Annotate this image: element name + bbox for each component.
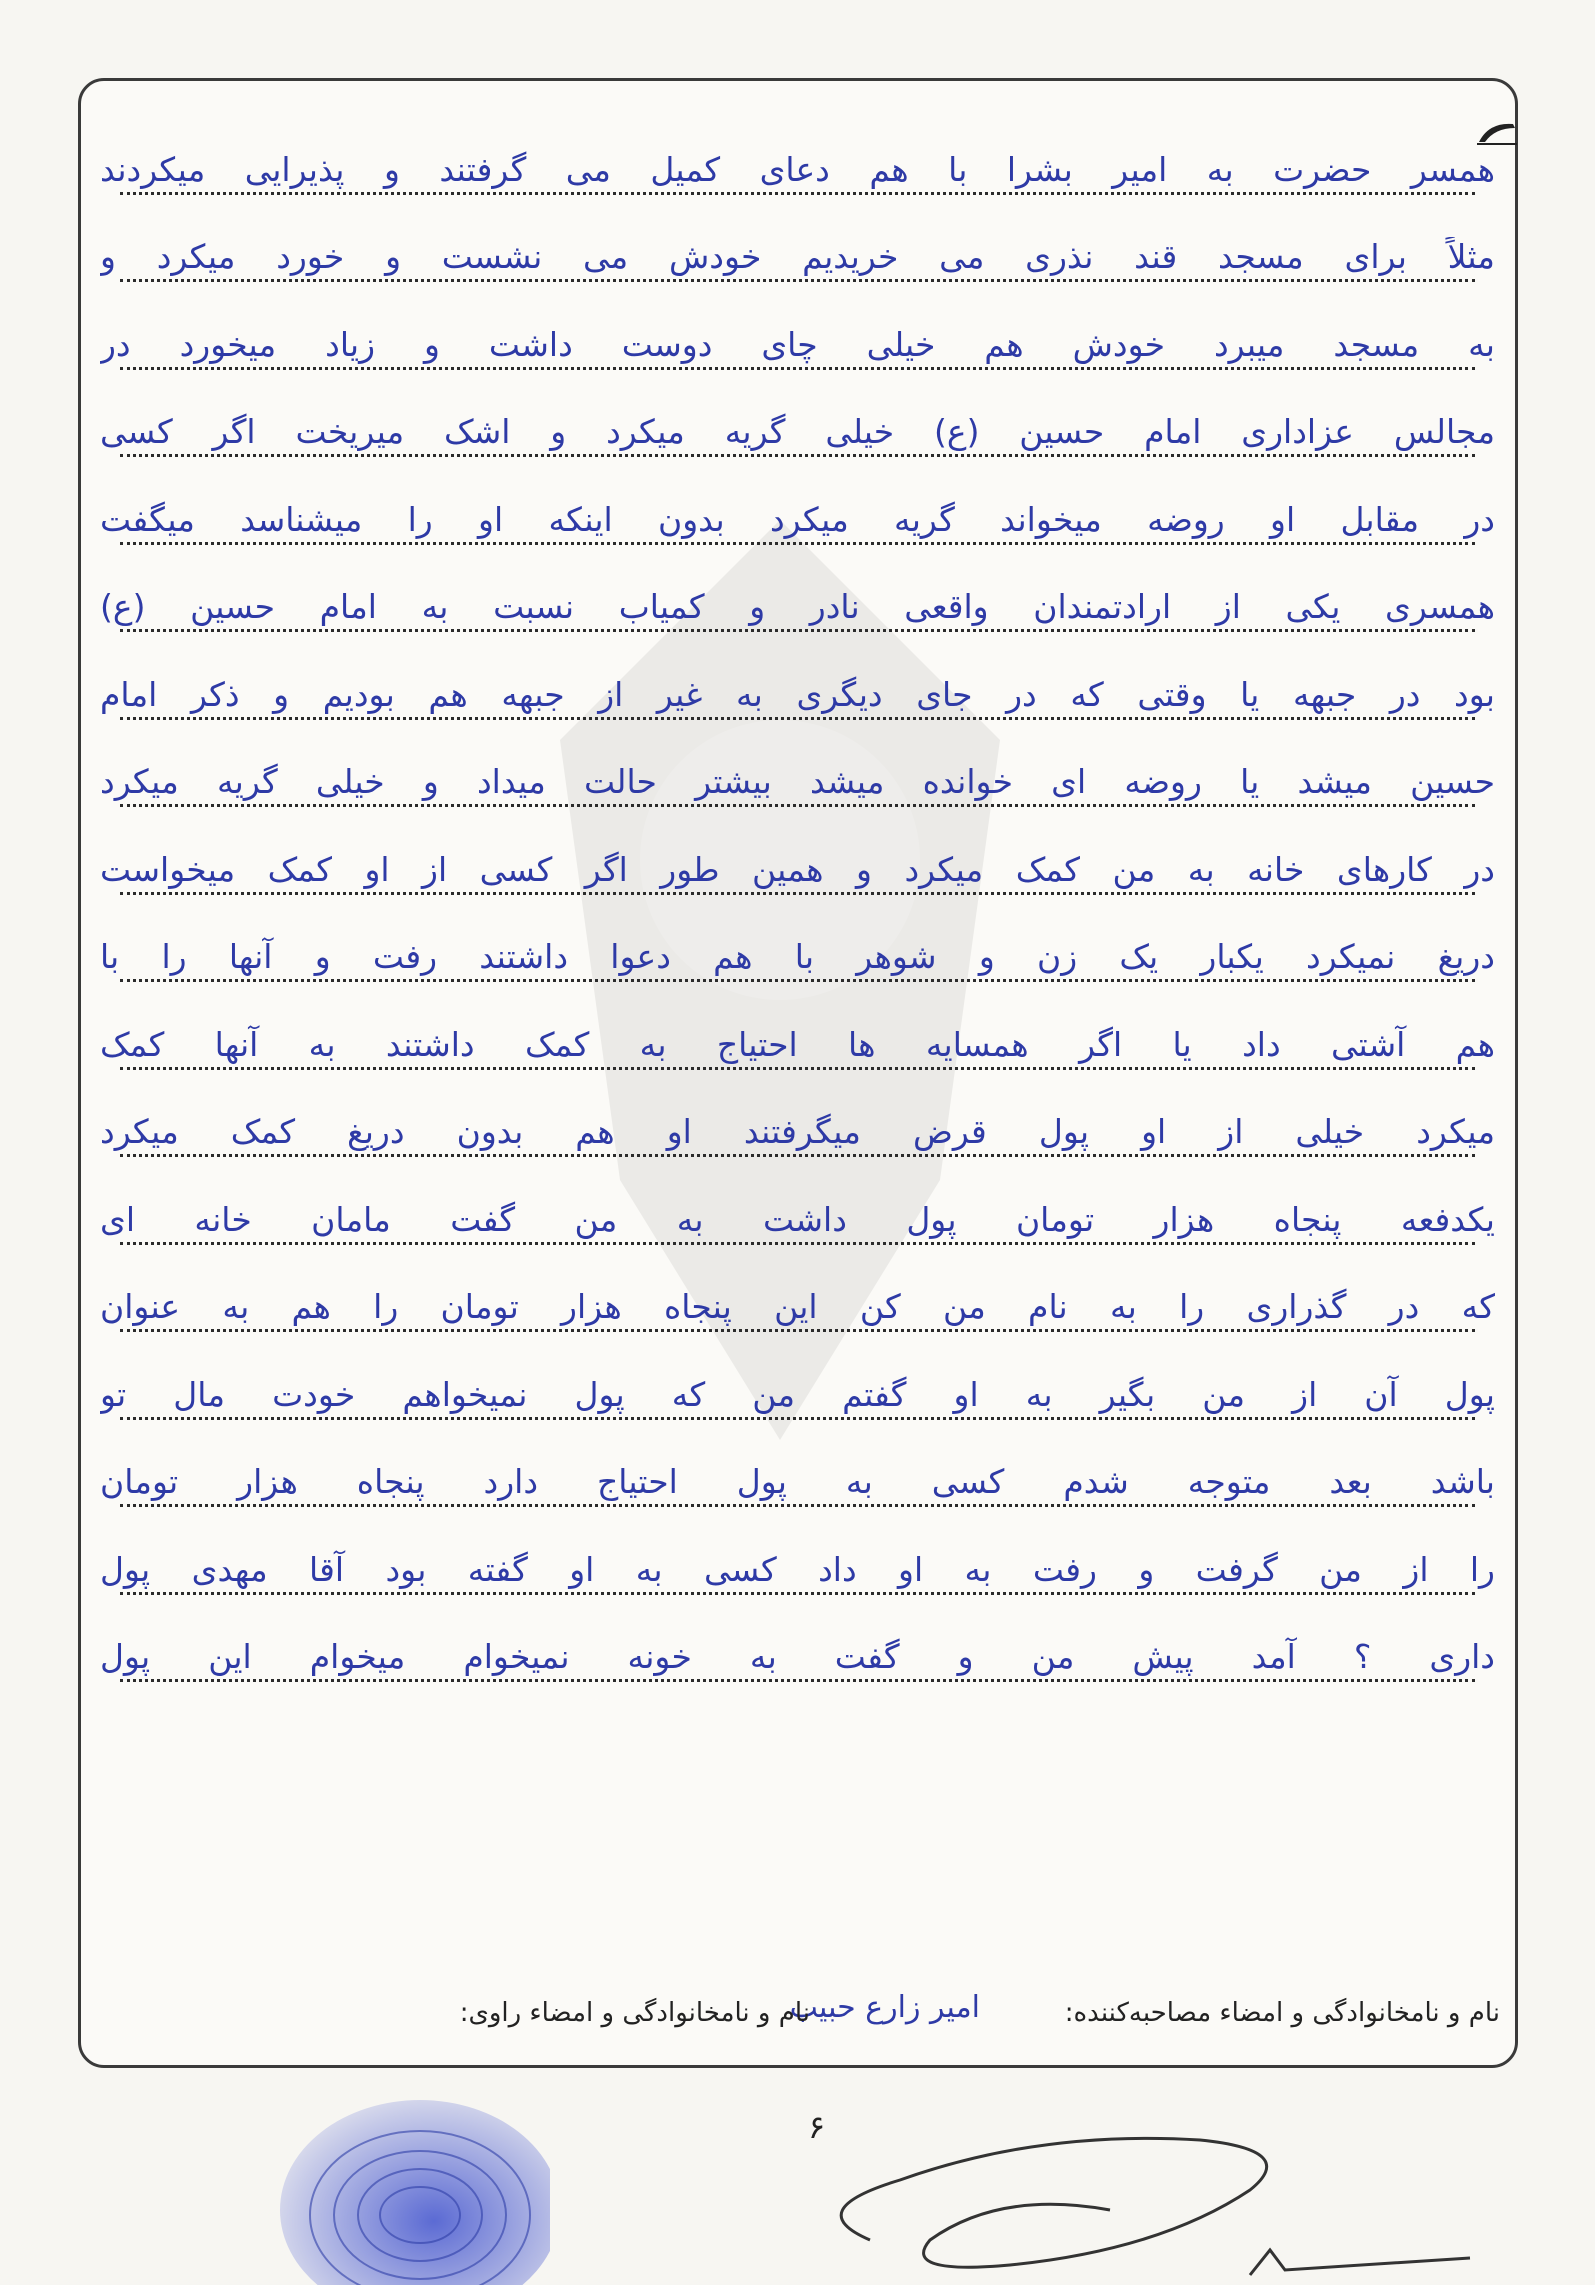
- page-number: ۶: [808, 2108, 826, 2146]
- fingerprint-stamp: [250, 2090, 550, 2285]
- text-line: حسین میشد یا روضه ای خوانده میشد بیشتر حالت میداد و خیلی گریه میکرد: [100, 738, 1495, 826]
- text-line: را از من گرفت و رفت به او داد کسی به او گفته بود آقا مهدی پول: [100, 1525, 1495, 1613]
- interviewer-name: امیر زارع حبیب: [789, 1990, 980, 2025]
- text-line: میکرد خیلی از او پول قرض میگرفتند او هم بدون دریغ کمک میکرد: [100, 1088, 1495, 1176]
- text-line: به مسجد میبرد خودش هم خیلی چای دوست داشت و زیاد میخورد در: [100, 300, 1495, 388]
- narrator-label: نام و نامخانوادگی و امضاء راوی:: [459, 1998, 810, 2028]
- signature-row: [100, 1990, 1500, 2040]
- text-line: داری ؟ آمد پیش من و گفت به خونه نمیخوام میخوام این پول: [100, 1613, 1495, 1701]
- text-line: هم آشتی داد یا اگر همسایه ها احتیاج به کمک داشتند به آنها کمک: [100, 1000, 1495, 1088]
- text-line: همسر حضرت به امیر بشرا با هم دعای کمیل می گرفتند و پذیرایی میکردند: [100, 125, 1495, 213]
- interviewer-label: نام و نامخانوادگی و امضاء مصاحبه‌کننده:: [1064, 1998, 1500, 2028]
- text-line: یکدفعه پنجاه هزار تومان پول داشت به من گفت مامان خانه ای: [100, 1175, 1495, 1263]
- text-line: در کارهای خانه به من کمک میکرد و همین طور اگر کسی از او کمک میخواست: [100, 825, 1495, 913]
- text-line: همسری یکی از ارادتمندان واقعی نادر و کمیاب نسبت به امام حسین (ع): [100, 563, 1495, 651]
- signature-scribble: [780, 2100, 1480, 2285]
- text-line: مثلاً برای مسجد قند نذری می خریدیم خودش می نشست و خورد میکرد و: [100, 213, 1495, 301]
- text-line: بود در جبهه یا وقتی که در جای دیگری به غیر از جبهه هم بودیم و ذکر امام: [100, 650, 1495, 738]
- text-line: باشد بعد متوجه شدم کسی به پول احتیاج دارد پنجاه هزار تومان: [100, 1438, 1495, 1526]
- text-line: در مقابل او روضه میخواند گریه میکرد بدون اینکه او را میشناسد میگفت: [100, 475, 1495, 563]
- handwritten-body: [100, 125, 1495, 1700]
- text-line: مجالس عزاداری امام حسین (ع) خیلی گریه میکرد و اشک میریخت اگر کسی: [100, 388, 1495, 476]
- text-line: دریغ نمیکرد یکبار یک زن و شوهر با هم دعوا داشتند رفت و آنها را با: [100, 913, 1495, 1001]
- text-line: پول آن از من بگیر به او گفتم من که پول نمیخواهم خودت مال تو: [100, 1350, 1495, 1438]
- text-line: که در گذراری را به نام من کن این پنجاه هزار تومان را هم به عنوان: [100, 1263, 1495, 1351]
